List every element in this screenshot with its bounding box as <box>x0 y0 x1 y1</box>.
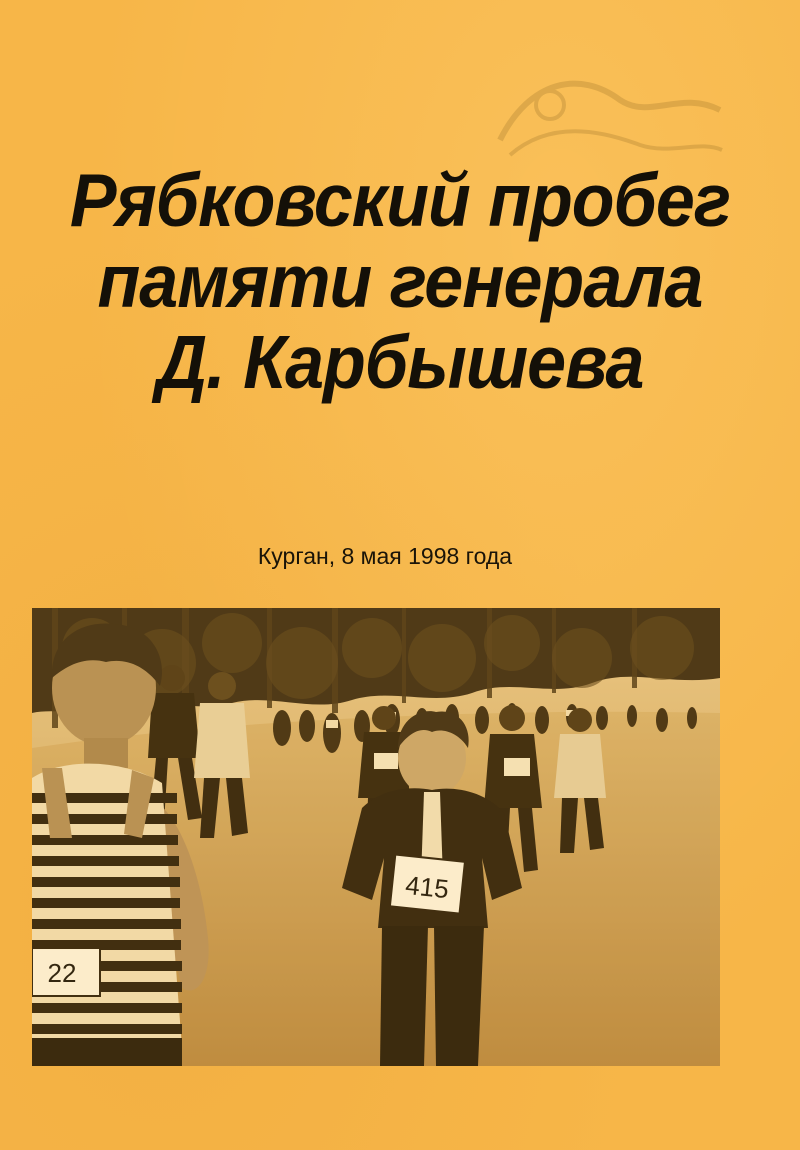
bib-number-22: 22 <box>47 958 77 988</box>
place-date-subtitle: Курган, 8 мая 1998 года <box>257 543 513 569</box>
runners-photo <box>32 608 720 1066</box>
watermark-emblem <box>490 60 730 170</box>
bib-number-415: 415 <box>403 869 451 905</box>
title-line-1: Рябковский пробег <box>69 157 731 243</box>
page-title <box>40 157 760 404</box>
title-line-3: Д. Карбышева <box>156 319 644 404</box>
runners-photo-image <box>32 608 720 1066</box>
title-line-2: памяти генерала <box>97 238 703 323</box>
